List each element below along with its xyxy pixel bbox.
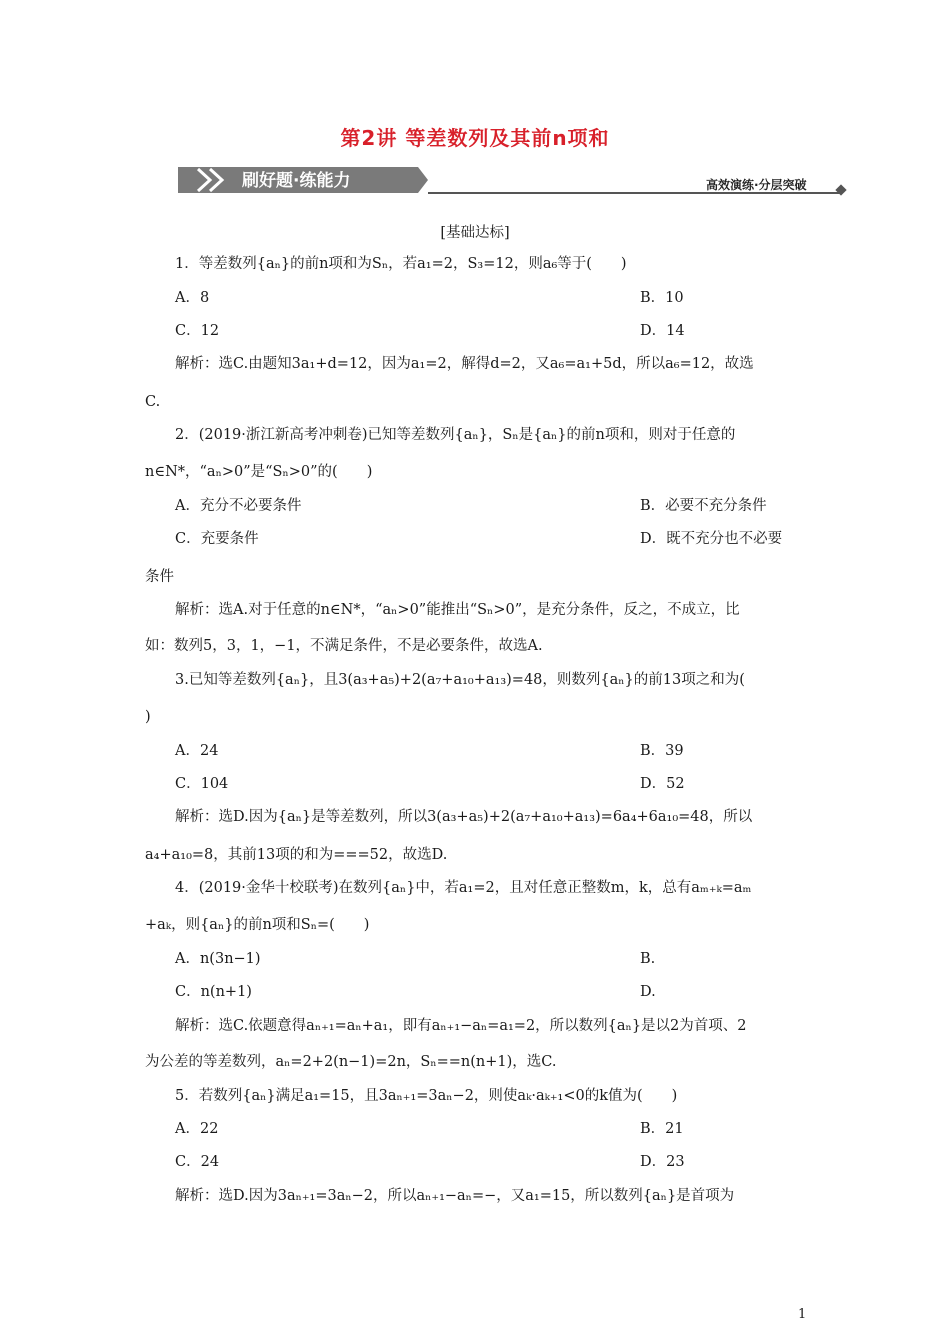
q4-option-b: B.: [640, 951, 656, 967]
q2-solution: 解析：选A.对于任意的n∈N*，“aₙ>0”能推出“Sₙ>0”，是充分条件，反之，不成立，比: [175, 602, 740, 618]
q5-solution: 解析：选D.因为3aₙ₊₁=3aₙ−2，所以aₙ₊₁−aₙ=−，又a₁=15，所以数列{aₙ}是首项为: [175, 1188, 735, 1204]
q1-option-b: B．10: [640, 290, 684, 306]
question-3: 3.已知等差数列{aₙ}，且3(a₃+a₅)+2(a₇+a₁₀+a₁₃)=48，则数列{aₙ}的前13项之和为(: [175, 672, 745, 688]
q1-option-a: A．8: [175, 290, 210, 306]
q2-option-d: D．既不充分也不必要: [640, 531, 783, 547]
question-5: 5．若数列{aₙ}满足a₁=15，且3aₙ₊₁=3aₙ−2，则使aₖ·aₖ₊₁<0的k值为( ): [175, 1088, 678, 1104]
question-4: 4．(2019·金华十校联考)在数列{aₙ}中，若a₁=2，且对任意正整数m，k，总有aₘ₊ₖ=aₘ: [175, 880, 752, 896]
banner-tagline: 高效演练·分层突破: [706, 178, 807, 192]
q3-solution: 解析：选D.因为{aₙ}是等差数列，所以3(a₃+a₅)+2(a₇+a₁₀+a₁₃)=6a₄+6a₁₀=48，所以: [175, 809, 753, 825]
q1-solution-cont: C.: [145, 394, 161, 410]
banner-label: 刷好题·练能力: [242, 171, 351, 191]
q1-solution: 解析：选C.由题知3a₁+d=12，因为a₁=2，解得d=2，又a₆=a₁+5d，所以a₆=12，故选: [175, 356, 754, 372]
q2-solution-cont: 如：数列5，3，1，−1，不满足条件，不是必要条件，故选A.: [145, 638, 543, 654]
question-2-cont: n∈N*，“aₙ>0”是“Sₙ>0”的( ): [145, 464, 373, 480]
q4-option-a: A．n(3n−1): [175, 951, 261, 967]
page-title: 第2讲 等差数列及其前n项和: [340, 126, 610, 150]
q3-option-b: B．39: [640, 743, 684, 759]
q2-option-b: B．必要不充分条件: [640, 498, 767, 514]
question-4-cont: +aₖ，则{aₙ}的前n项和Sₙ=( ): [145, 917, 370, 933]
q2-option-a: A．充分不必要条件: [175, 498, 302, 514]
q5-option-a: A．22: [175, 1121, 219, 1137]
page-number: 1: [798, 1307, 807, 1322]
question-3-cont: ): [145, 709, 151, 725]
q5-option-d: D．23: [640, 1154, 685, 1170]
q2-option-c: C．充要条件: [175, 531, 259, 547]
section-banner: [178, 165, 428, 195]
q2-option-d-cont: 条件: [145, 569, 174, 585]
q4-option-d: D.: [640, 984, 656, 1000]
q4-solution-cont: 为公差的等差数列，aₙ=2+2(n−1)=2n，Sₙ==n(n+1)，选C.: [145, 1054, 557, 1070]
q4-solution: 解析：选C.依题意得aₙ₊₁=aₙ+a₁，即有aₙ₊₁−aₙ=a₁=2，所以数列{aₙ}是以2为首项、2: [175, 1018, 747, 1034]
question-2: 2．(2019·浙江新高考冲刺卷)已知等差数列{aₙ}，Sₙ是{aₙ}的前n项和，则对于任意的: [175, 427, 736, 443]
q1-option-c: C．12: [175, 323, 220, 339]
question-1: 1．等差数列{aₙ}的前n项和为Sₙ，若a₁=2，S₃=12，则a₆等于( ): [175, 256, 627, 272]
q3-option-d: D．52: [640, 776, 685, 792]
q1-option-d: D．14: [640, 323, 685, 339]
q3-solution-cont: a₄+a₁₀=8，其前13项的和为===52，故选D.: [145, 847, 448, 863]
q5-option-b: B．21: [640, 1121, 684, 1137]
section-heading: [基础达标]: [440, 225, 510, 241]
q3-option-a: A．24: [175, 743, 219, 759]
q4-option-c: C．n(n+1): [175, 984, 252, 1000]
q3-option-c: C．104: [175, 776, 229, 792]
q5-option-c: C．24: [175, 1154, 220, 1170]
